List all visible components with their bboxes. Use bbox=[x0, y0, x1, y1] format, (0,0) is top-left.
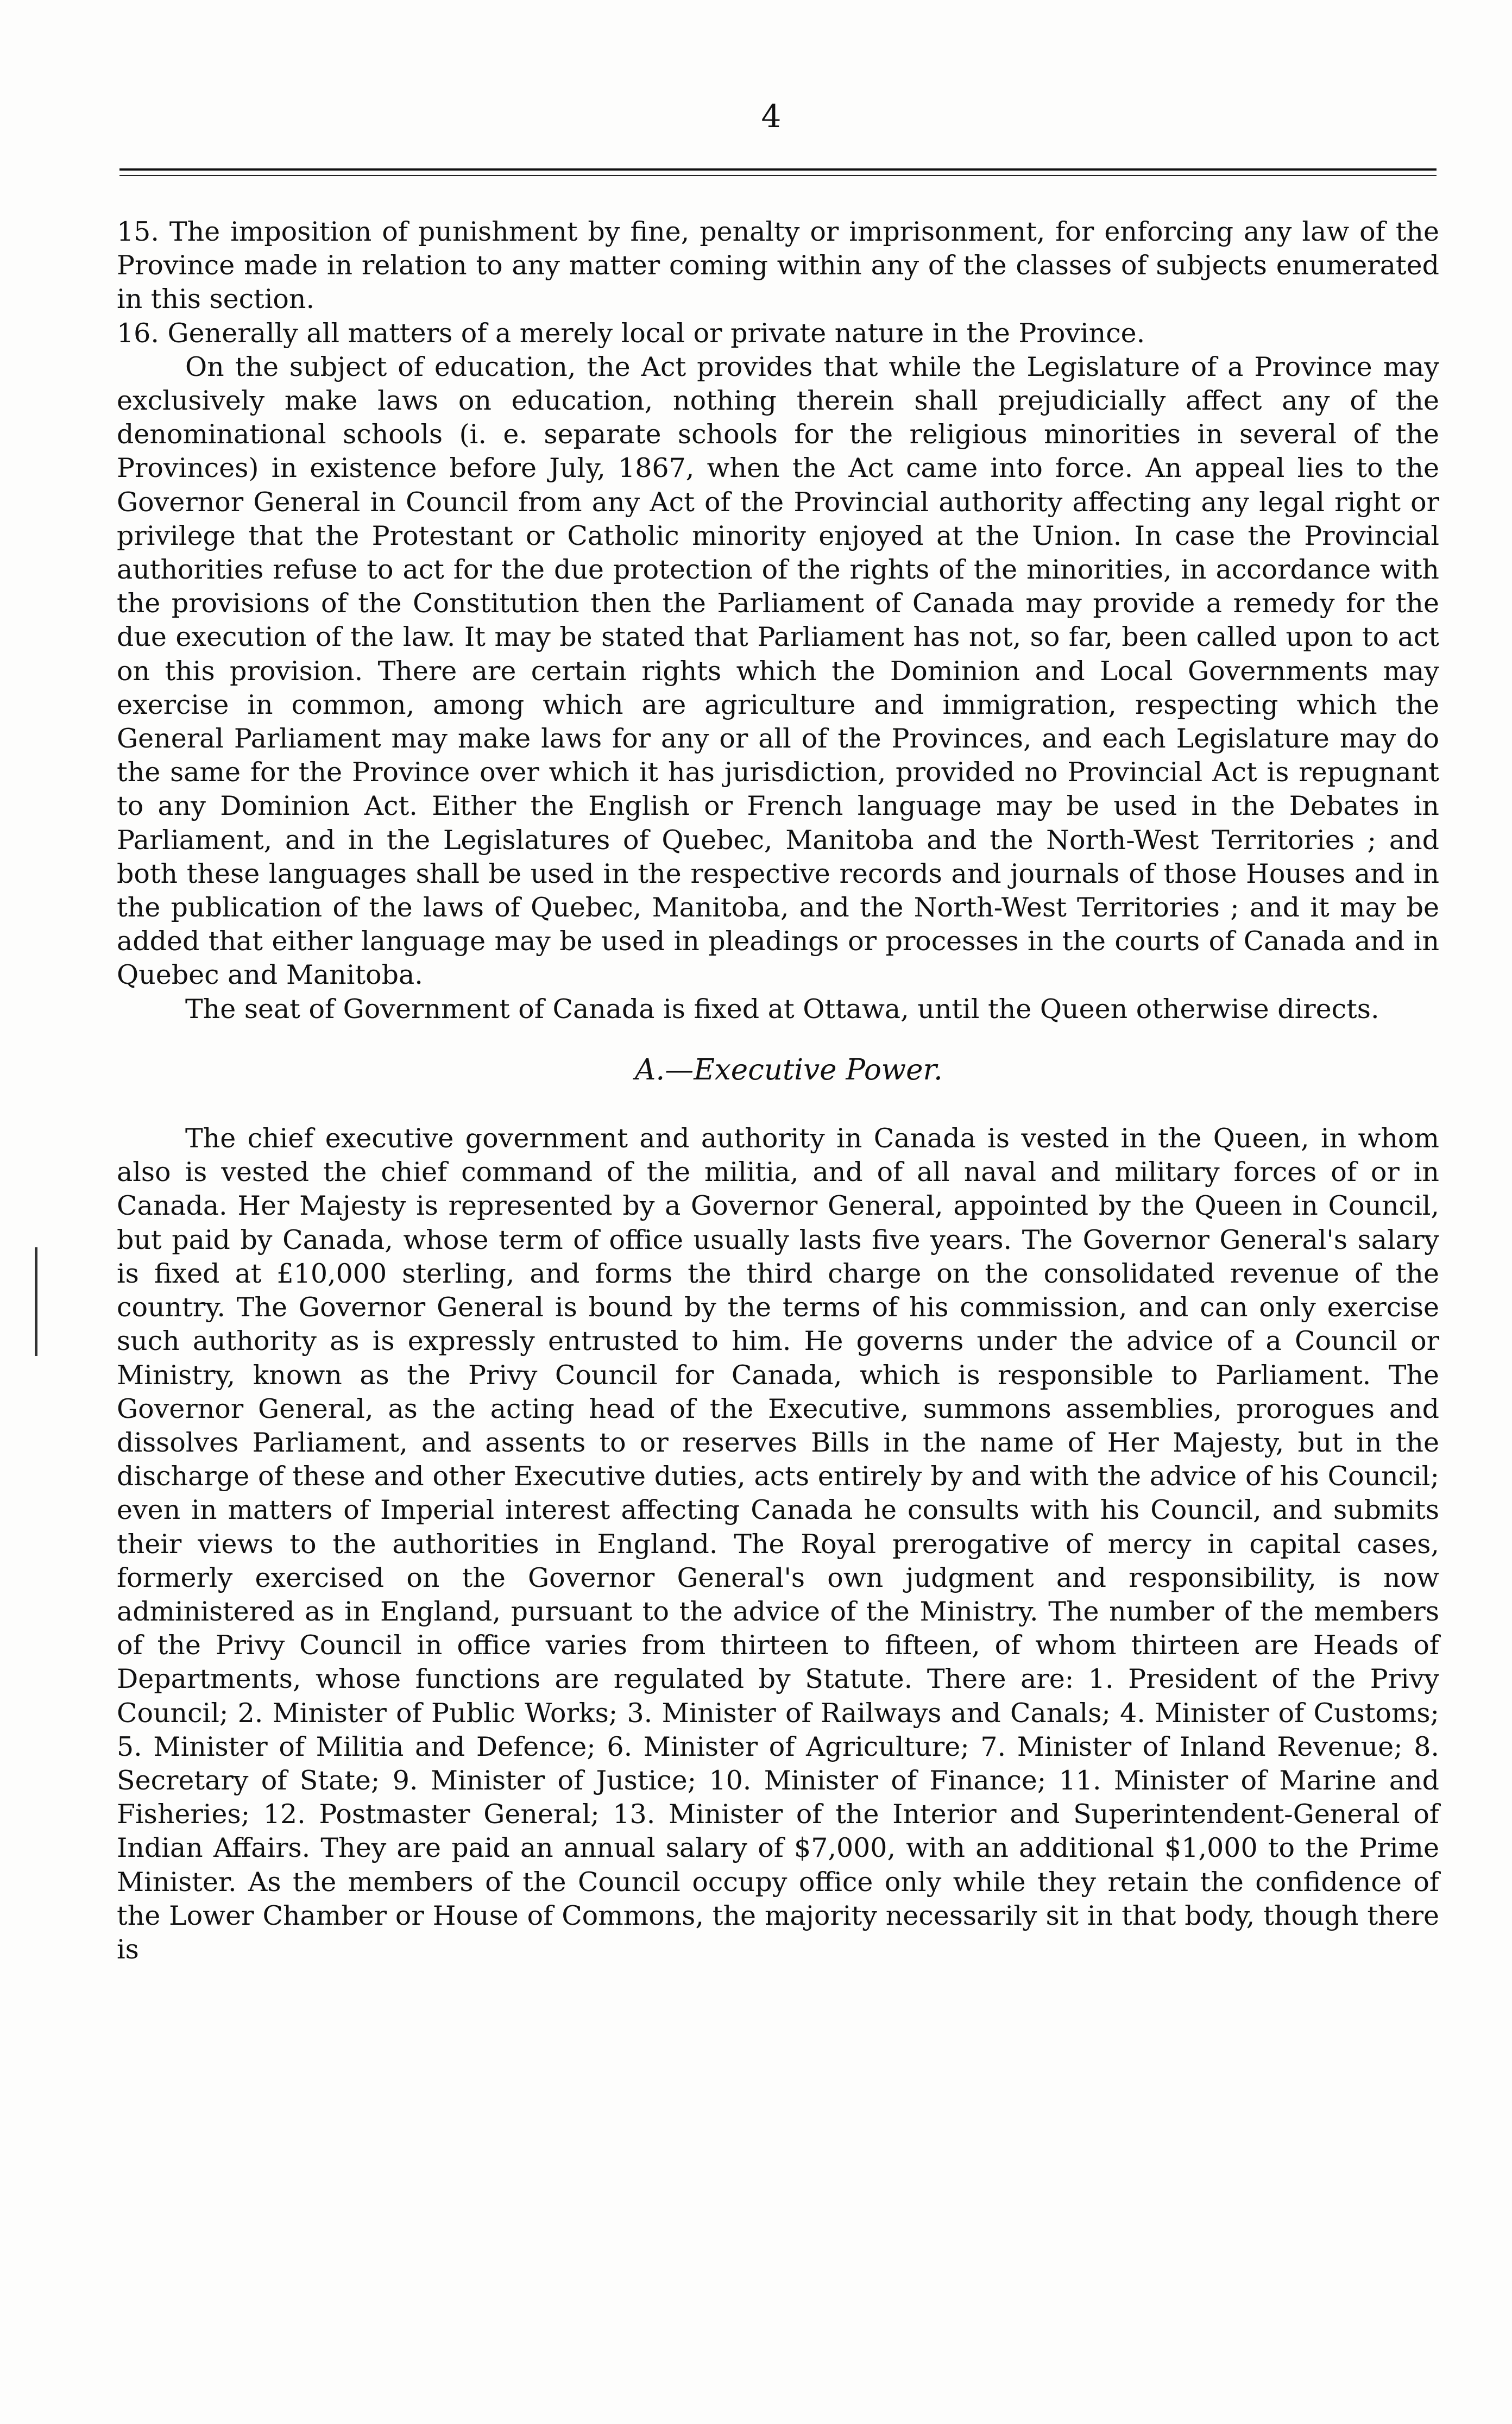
section-heading: A.—Executive Power. bbox=[635, 1053, 943, 1087]
margin-mark-bar bbox=[35, 1247, 37, 1356]
paragraph-executive-power: The chief executive government and authority in Canada is vested in the Queen, in whom also is vested the chief command of the militia, and of all naval and military forces of or in Canada. Her Majesty is represented by a Governor General, appointed by the Queen in Council, but paid by Canada, whose term of office usually lasts five years. The Governor General's salary is fixed at £10,000 sterling, and forms the third charge on the consolidated revenue of the country. The Governor General is bound by the terms of his commission, and can only exercise such authority as is expressly entrusted to him. He governs under the advice of a Council or Ministry, known as the Privy Council for Canada, which is responsible to Parliament. The Governor General, as the acting head of the Executive, summons assemblies, prorogues and dissolves Parliament, and assents to or reserves Bills in the name of Her Majesty, but in the discharge of these and other Executive duties, acts entirely by and with the advice of his Council; even in matters of Imperial interest affecting Canada he consults with his Council, and submits their views to the authorities in England. The Royal prerogative of mercy in capital cases, formerly exercised on the Governor General's own judgment and responsibility, is now administered as in England, pursuant to the advice of the Ministry. The number of the members of the Privy Council in office varies from thirteen to fifteen, of whom thirteen are Heads of Departments, whose functions are regulated by Statute. There are: 1. President of the Privy Council; 2. Minister of Public Works; 3. Minister of Railways and Canals; 4. Minister of Customs; 5. Minister of Militia and Defence; 6. Minister of Agriculture; 7. Minister of Inland Revenue; 8. Secretary of State; 9. Minister of Justice; 10. Minister of Finance; 11. Minister of Marine and Fisheries; 12. Postmaster General; 13. Minister of the Interior and Superintendent-General of Indian Affairs. They are paid an annual salary of $7,000, with an additional $1,000 to the Prime Minister. As the members of the Council occupy office only while they retain the confidence of the Lower Chamber or House of Commons, the majority necessarily sit in that body, though there is bbox=[117, 1123, 1439, 1965]
paragraph-item-16: 16. Generally all matters of a merely local or private nature in the Province. bbox=[117, 317, 1145, 349]
paragraph-seat-of-government: The seat of Government of Canada is fixed at Ottawa, until the Queen otherwise directs. bbox=[185, 993, 1379, 1025]
header-rule-thin bbox=[119, 175, 1437, 176]
header-rule bbox=[119, 168, 1437, 171]
body-text bbox=[117, 215, 1439, 1967]
paragraph-item-15: 15. The imposition of punishment by fine, penalty or imprisonment, for enforcing any law of the Province made in relation to any matter coming within any of the classes of subjects enumerated in this section. bbox=[117, 216, 1439, 315]
page-number: 4 bbox=[761, 98, 782, 135]
paragraph-education: On the subject of education, the Act provides that while the Legislature of a Province may exclusively make laws on education, nothing therein shall prejudicially affect any of the denominational schools (i. e. separate schools for the religious minorities in several of the Provinces) in existence before July, 1867, when the Act came into force. An appeal lies to the Governor General in Council from any Act of the Provincial authority affecting any legal right or privilege that the Protestant or Catholic minority enjoyed at the Union. In case the Provincial authorities refuse to act for the due protection of the rights of the minorities, in accordance with the provisions of the Constitution then the Parliament of Canada may provide a remedy for the due execution of the law. It may be stated that Parliament has not, so far, been called upon to act on this provision. There are certain rights which the Dominion and Local Governments may exercise in common, among which are agriculture and immigration, respecting which the General Parliament may make laws for any or all of the Provinces, and each Legislature may do the same for the Province over which it has jurisdiction, provided no Provincial Act is repugnant to any Dominion Act. Either the English or French language may be used in the Debates in Parliament, and in the Legislatures of Quebec, Manitoba and the North-West Territories ; and both these languages shall be used in the respective records and journals of those Houses and in the publication of the laws of Quebec, Manitoba, and the North-West Territories ; and it may be added that either language may be used in pleadings or processes in the courts of Canada and in Quebec and Manitoba. bbox=[117, 351, 1439, 991]
